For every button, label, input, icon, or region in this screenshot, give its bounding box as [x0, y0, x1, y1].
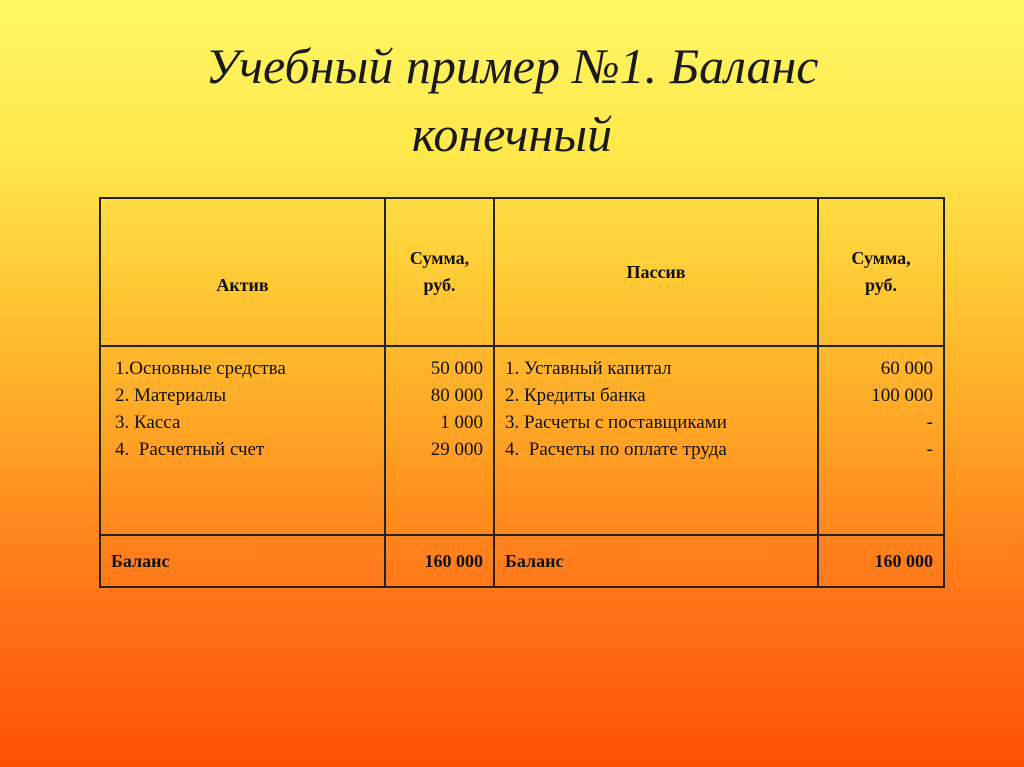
balance-table: [99, 197, 945, 588]
header-liabilities: Пассив: [494, 198, 818, 346]
header-sum-line1: Сумма,: [409, 248, 470, 268]
header-sum-line1: Сумма,: [851, 248, 911, 268]
liability-name: 4. Расчеты по оплате труда: [505, 439, 727, 460]
asset-balance-total: 160 000: [385, 535, 494, 587]
footer-row: [100, 535, 944, 587]
asset-name: 1.Основные средства: [115, 358, 286, 379]
liability-balance-total: 160 000: [818, 535, 944, 587]
liability-name: 2. Кредиты банка: [505, 385, 646, 406]
header-sum-line2: руб.: [864, 275, 898, 295]
asset-amounts: [385, 346, 494, 535]
header-asset-sum: [385, 198, 494, 346]
asset-name: 2. Материалы: [115, 385, 227, 406]
asset-balance-label: Баланс: [100, 535, 385, 587]
liability-balance-label: Баланс: [494, 535, 818, 587]
title-line-2: конечный: [411, 106, 613, 162]
header-liab-sum: [818, 198, 944, 346]
slide-title: [0, 32, 1024, 168]
header-row: [100, 198, 944, 346]
asset-amount: 80 000: [430, 385, 483, 406]
liability-amount: -: [926, 439, 933, 460]
liability-amount: -: [926, 412, 933, 433]
liability-names: [494, 346, 818, 535]
header-assets: Актив: [100, 198, 385, 346]
liability-name: 1. Уставный капитал: [505, 358, 672, 379]
liability-amount: 100 000: [871, 385, 933, 406]
title-line-1: Учебный пример №1. Баланс: [205, 38, 819, 94]
asset-amount: 29 000: [430, 439, 483, 460]
asset-amount: 1 000: [440, 412, 483, 433]
liability-amounts: [818, 346, 944, 535]
body-row: [100, 346, 944, 535]
liability-amount: 60 000: [880, 358, 933, 379]
asset-amount: 50 000: [430, 358, 483, 379]
asset-names: [100, 346, 385, 535]
header-sum-line2: руб.: [423, 275, 456, 295]
asset-name: 3. Касса: [115, 412, 181, 433]
asset-name: 4. Расчетный счет: [115, 439, 265, 460]
liability-name: 3. Расчеты с поставщиками: [505, 412, 727, 433]
